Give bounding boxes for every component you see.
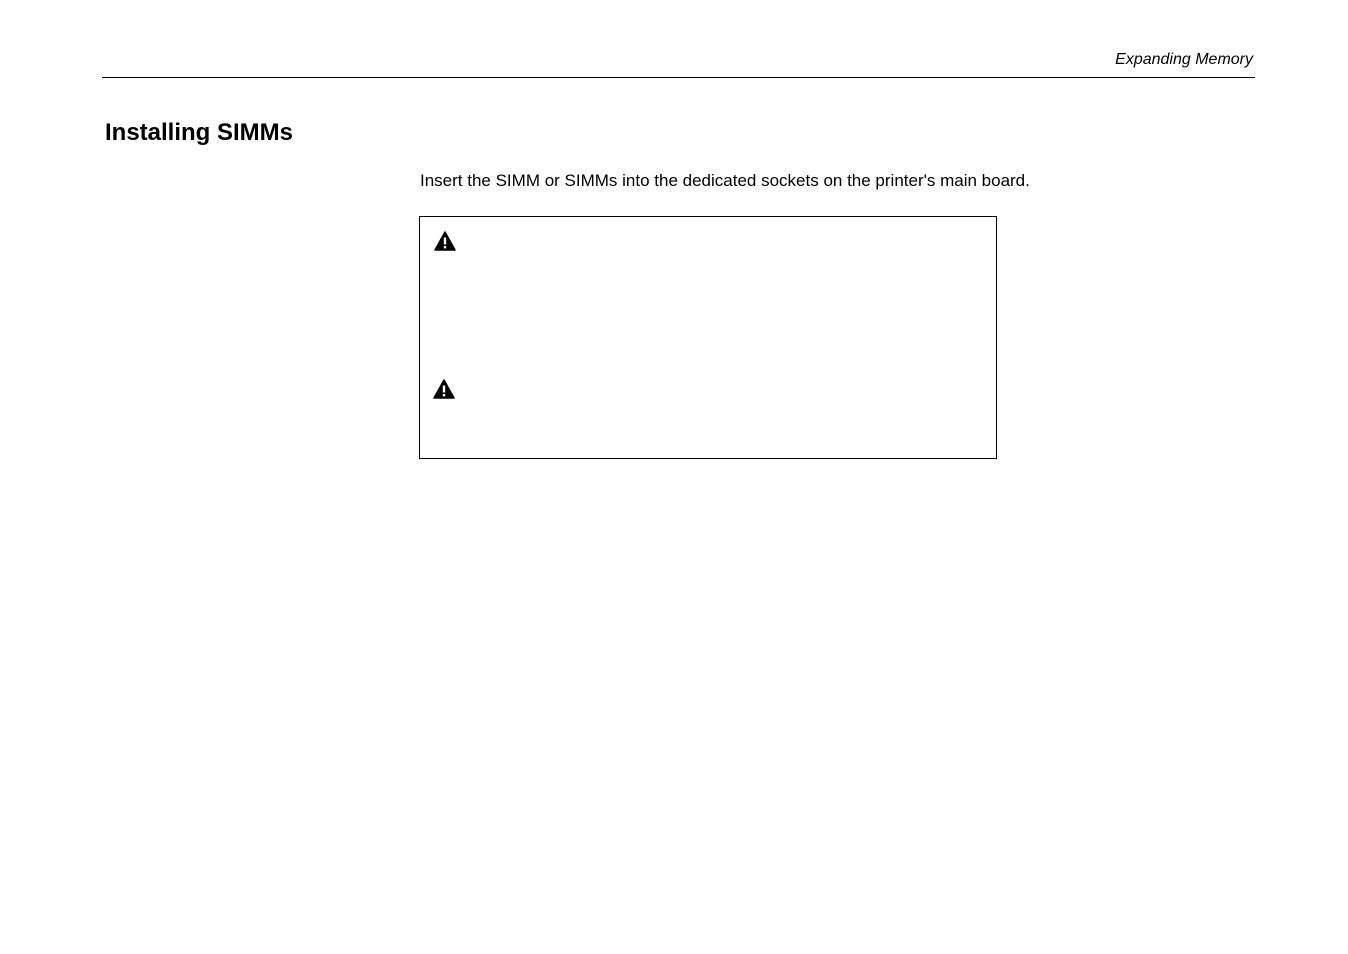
header-rule — [102, 77, 1255, 78]
warning-triangle-icon — [434, 231, 456, 251]
instruction-text: Insert the SIMM or SIMMs into the dedicated sockets on the printer's main board. — [420, 171, 1030, 190]
warning-triangle-icon — [433, 379, 455, 399]
warning-box — [419, 216, 997, 459]
section-title: Installing SIMMs — [105, 119, 294, 146]
running-header: Expanding Memory — [1115, 51, 1253, 68]
